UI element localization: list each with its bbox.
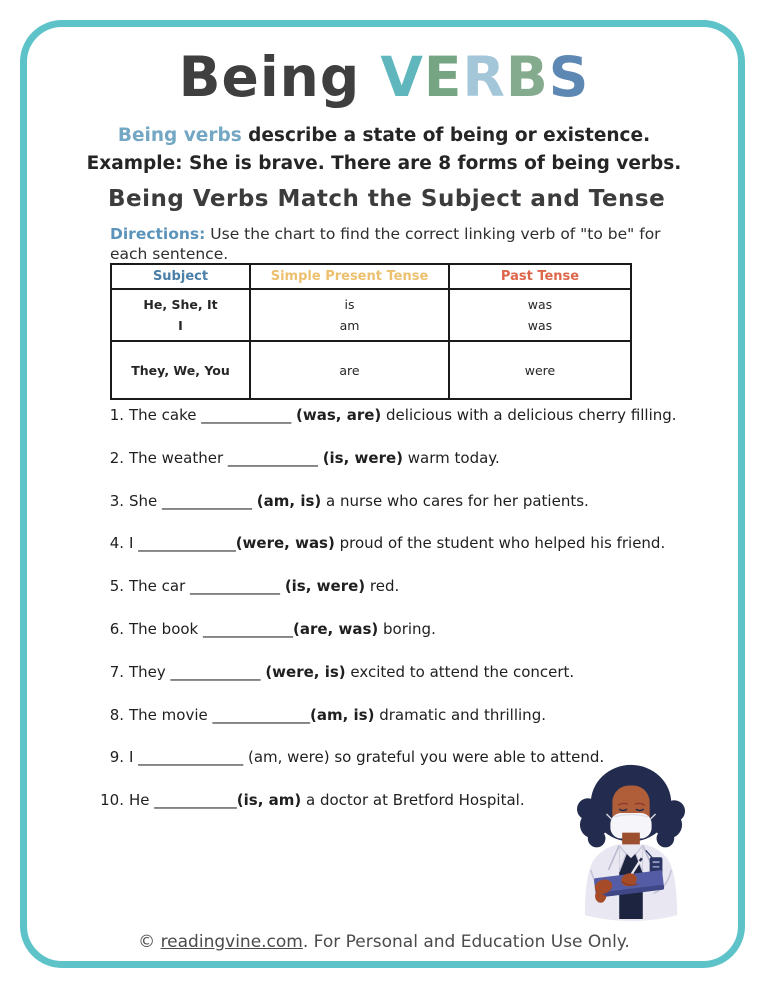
- intro-line-2: Example: She is brave. There are 8 forms of being verbs.: [86, 152, 682, 174]
- title-letter-e: E: [423, 45, 463, 109]
- sentence-1: [98, 406, 746, 449]
- intro-text: [0, 122, 768, 177]
- table-row: [112, 340, 630, 398]
- footer: [0, 932, 768, 952]
- verb-options: (was, are): [296, 406, 382, 424]
- title-letter-s: S: [548, 45, 590, 109]
- verb-line: was: [527, 318, 553, 333]
- sentence-2: [98, 449, 746, 492]
- sentence-number: 10.: [100, 791, 124, 810]
- verb-line: is: [344, 297, 355, 312]
- footer-suffix: . For Personal and Education Use Only.: [302, 932, 630, 952]
- table-row: [112, 288, 630, 340]
- cell-past-1: [450, 290, 630, 340]
- page-title: [0, 42, 768, 112]
- cell-present-2: are: [251, 342, 450, 398]
- header-past-tense: Past Tense: [500, 269, 580, 284]
- verb-options: (am, is): [310, 705, 375, 724]
- verb-line: am: [339, 318, 360, 333]
- verb-options: (is, were): [284, 577, 366, 596]
- directions-label: Directions:: [110, 225, 206, 243]
- verb-options: (were, is): [265, 662, 346, 681]
- title-letter-b: B: [505, 45, 549, 109]
- sentence-number: 7.: [109, 662, 124, 681]
- sentence-6: [98, 620, 746, 663]
- sentence-4: [98, 534, 746, 577]
- sentence-number: 1.: [109, 406, 124, 424]
- directions: [110, 225, 685, 264]
- intro-line-1: [0, 122, 768, 150]
- cell-past-2: were: [524, 362, 556, 378]
- title-letter-r: R: [462, 45, 506, 109]
- verb-options: (are, was): [293, 619, 379, 638]
- intro-line-1-rest: describe a state of being or existence.: [241, 125, 651, 146]
- intro-highlight: Being verbs: [117, 125, 242, 146]
- sentence-number: 5.: [109, 577, 124, 596]
- title-word-being: Being: [178, 45, 381, 109]
- verb-options: (is, were): [322, 448, 403, 467]
- verb-options: (is, am): [236, 791, 302, 810]
- verb-line: was: [527, 297, 553, 312]
- sentence-text: The weather ____________ (is, were) warm today.: [129, 448, 500, 467]
- masked-doctor-graphic: [556, 760, 706, 922]
- subject-line: I: [178, 318, 183, 333]
- title-letter-v: V: [380, 45, 424, 109]
- sentence-text: The cake ____________ (was, are) delicious with a delicious cherry filling.: [129, 406, 677, 424]
- sentence-text: The book ____________(are, was) boring.: [129, 619, 436, 638]
- sentence-number: 4.: [109, 534, 124, 553]
- sentence-text: They ____________ (were, is) excited to attend the concert.: [129, 662, 575, 681]
- sentence-7: [98, 663, 746, 706]
- cell-subject-2: They, We, You: [112, 342, 251, 398]
- header-subject: Subject: [112, 265, 251, 288]
- subject-line: He, She, It: [143, 297, 218, 312]
- sentence-8: [98, 706, 746, 749]
- sentence-text: I _____________(were, was) proud of the student who helped his friend.: [129, 534, 666, 553]
- header-simple-present: Simple Present Tense: [251, 265, 450, 288]
- sentence-text: She ____________ (am, is) a nurse who cares for her patients.: [129, 491, 589, 510]
- verb-options: (were, was): [235, 534, 335, 553]
- sentence-number: 9.: [109, 748, 124, 767]
- footer-link[interactable]: readingvine.com: [160, 932, 303, 952]
- sentence-number: 8.: [109, 705, 124, 724]
- sentence-text: He ___________(is, am) a doctor at Bretford Hospital.: [129, 791, 525, 810]
- sentence-text: I ______________ (am, were) so grateful you were able to attend.: [129, 748, 605, 767]
- verb-options: (am, were): [247, 748, 330, 767]
- verb-chart-table: [110, 263, 632, 400]
- section-heading: Being Verbs Match the Subject and Tense: [108, 186, 666, 212]
- sentence-5: [98, 577, 746, 620]
- cell-subject-1: [112, 290, 251, 340]
- sentence-number: 2.: [109, 448, 124, 467]
- sentence-3: [98, 492, 746, 535]
- sentence-number: 6.: [109, 619, 124, 638]
- verb-options: (am, is): [256, 491, 322, 510]
- sentence-number: 3.: [109, 491, 124, 510]
- directions-text: Use the chart to find the correct linking verb of "to be" for each sentence.: [110, 225, 661, 263]
- doctor-illustration: [556, 760, 706, 922]
- footer-copyright: ©: [138, 932, 161, 952]
- sentence-text: The car ____________ (is, were) red.: [129, 577, 400, 596]
- cell-present-1: [251, 290, 450, 340]
- table-header-row: [112, 265, 630, 288]
- sentence-text: The movie _____________(am, is) dramatic and thrilling.: [129, 705, 546, 724]
